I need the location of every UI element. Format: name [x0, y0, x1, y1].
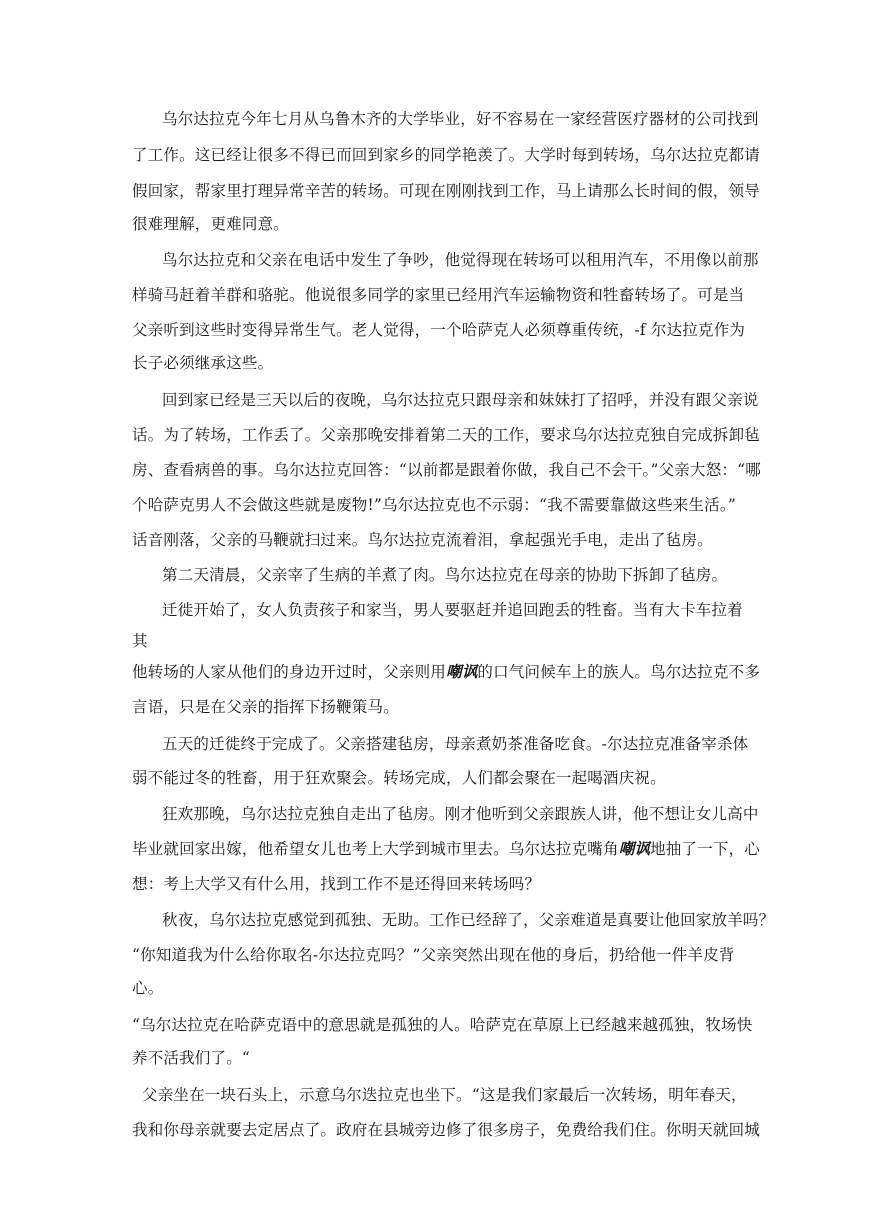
text-line: 心。	[132, 979, 164, 997]
text-line: 父亲坐在一块石头上，示意乌尔迭拉克也坐下。“这是我们家最后一次转场，明年春天，	[142, 1086, 747, 1104]
text-line: 秋夜，乌尔达拉克感觉到孤独、无助。工作已经辞了，父亲难道是真要让他回家放羊吗？	[162, 911, 775, 929]
text-line: 迁徙开始了，女人负责孩子和家当，男人要驱赶并追回跑丢的牲畜。当有大卡车拉着	[162, 601, 743, 619]
text-line: 养不活我们了。“	[132, 1049, 251, 1067]
text-line: 回到家已经是三天以后的夜晚，乌尔达拉克只跟母亲和妹妹打了招呼，并没有跟父亲说	[162, 391, 759, 409]
emphasized-word: 嘲讽	[618, 839, 651, 858]
text-line: 想：考上大学又有什么用，找到工作不是还得回来转场吗？	[132, 875, 541, 893]
text-line: 言语，只是在父亲的指挥下扬鞭策马。	[132, 698, 399, 716]
text-line: 其	[132, 632, 148, 650]
text-line: 个哈萨克男人不会做这些就是废物!”乌尔达拉克也不示弱：“我不需要靠做这些来生活。”	[132, 496, 736, 514]
text-line: 样骑马赶着羊群和骆驼。他说很多同学的家里已经用汽车运输物资和牲畜转场了。可是当	[132, 286, 745, 304]
text-line: 话。为了转场，工作丢了。父亲那晚安排着第二天的工作，要求乌尔达拉克独自完成拆卸毡	[132, 426, 761, 444]
text-line	[132, 838, 761, 860]
text-line: 父亲听到这些时变得异常生气。老人觉得，一个哈萨克人必须尊重传统，-f 尔达拉克作为	[132, 321, 746, 339]
text-fragment: 的口气问候车上的族人。鸟尔达拉克不多	[477, 663, 761, 681]
text-line: 弱不能过冬的牲畜，用于狂欢聚会。转场完成，人们都会聚在一起喝酒庆祝。	[132, 769, 666, 787]
text-line: 假回家，帮家里打理异常辛苦的转场。可现在刚刚找到工作，马上请那么长时间的假，领导	[132, 182, 761, 200]
text-line: “乌尔达拉克在哈萨克语中的意思就是孤独的人。哈萨克在草原上已经越来越孤独，牧场快	[132, 1016, 753, 1034]
text-line: 了工作。这已经让很多不得已而回到家乡的同学艳羡了。大学时每到转场，乌尔达拉克都请	[132, 146, 761, 164]
emphasized-word: 嘲讽	[446, 662, 478, 681]
text-line: 长子必须继承这些。	[132, 354, 274, 372]
text-line: 狂欢那晚，乌尔达拉克独自走出了毡房。刚才他听到父亲跟族人讲，他不想让女儿高中	[162, 805, 759, 823]
text-line: 很难理解，更难同意。	[132, 215, 290, 233]
text-line: 五天的迁徙终于完成了。父亲搭建毡房，母亲煮奶茶准备吃食。-尔达拉克准备宰杀体	[162, 735, 749, 753]
text-fragment: 地抽了一下，心	[650, 840, 761, 858]
text-line: 话音刚落，父亲的马鞭就扫过来。鸟尔达拉克流着泪，拿起强光手电，走出了毡房。	[132, 531, 713, 549]
text-line: 房、查看病兽的事。乌尔达拉克回答：“以前都是跟着你做，我自己不会干。”父亲大怒：“哪	[132, 461, 761, 479]
text-line: 鸟尔达拉克和父亲在电话中发生了争吵，他觉得现在转场可以租用汽车，不用像以前那	[162, 251, 759, 269]
text-line: 乌尔达拉克今年七月从乌鲁木齐的大学毕业，好不容易在一家经营医疗器材的公司找到	[162, 110, 759, 128]
text-line: 我和你母亲就要去定居点了。政府在县城旁边修了很多房子，免费给我们住。你明天就回城	[132, 1121, 761, 1139]
text-fragment: 毕业就回家出嫁，他希望女儿也考上大学到城市里去。乌尔达拉克嘴角	[132, 840, 619, 858]
text-fragment: 他转场的人家从他们的身边开过时，父亲则用	[132, 663, 447, 681]
text-line	[132, 661, 761, 683]
text-line: “你知道我为什么给你取名-尔达拉克吗？”父亲突然出现在他的身后，扔给他一件羊皮背	[132, 946, 735, 964]
text-line: 第二天清晨，父亲宰了生病的羊煮了肉。鸟尔达拉克在母亲的协助下拆卸了毡房。	[162, 566, 728, 584]
